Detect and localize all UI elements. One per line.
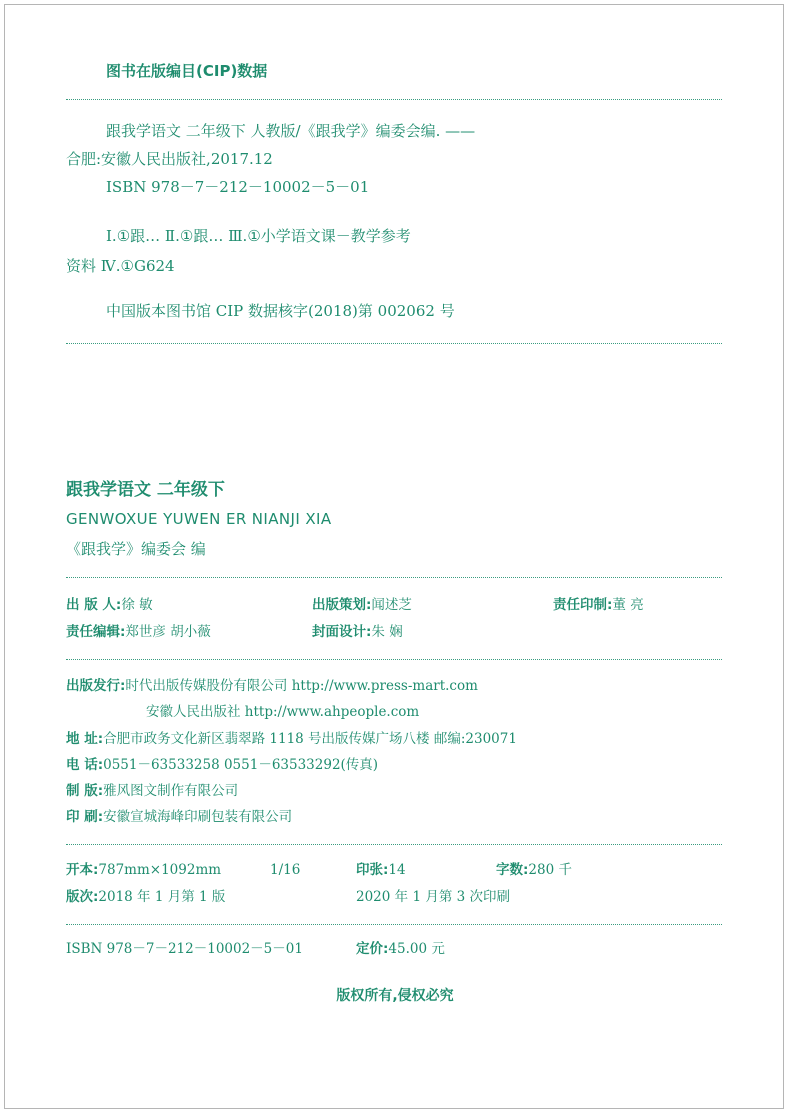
- format-value: 787mm×1092mm: [98, 862, 222, 878]
- divider: [66, 659, 722, 660]
- divider: [66, 343, 722, 344]
- address-label: 地 址:: [66, 731, 104, 747]
- print-manager-line: [553, 599, 644, 613]
- printer-label: 印 刷:: [66, 809, 104, 825]
- planner-label: 出版策划:: [312, 597, 372, 613]
- editor-label: 责任编辑:: [66, 624, 126, 640]
- word-count-label: 字数:: [496, 862, 529, 878]
- cip-line-3: ISBN 978－7－212－10002－5－01: [106, 178, 370, 196]
- printer-value: 安徽宣城海峰印刷包装有限公司: [103, 809, 293, 825]
- copyright-notice: 版权所有,侵权必究: [336, 988, 454, 1004]
- cip-line-2: 合肥:安徽人民出版社,2017.12: [66, 150, 273, 168]
- cover-design-label: 封面设计:: [312, 624, 372, 640]
- printing-value: 2020 年 1 月第 3 次印刷: [356, 889, 510, 905]
- phone-value: 0551－63533258 0551－63533292(传真): [103, 757, 379, 773]
- plate-making-label: 制 版:: [66, 783, 104, 799]
- editor-value: 郑世彦 胡小薇: [125, 624, 211, 640]
- publisher-label: 出 版 人:: [66, 597, 122, 613]
- distributor-line: [66, 680, 478, 694]
- cover-design-value: 朱 娴: [371, 624, 403, 640]
- format-label: 开本:: [66, 862, 99, 878]
- price-label: 定价:: [356, 941, 389, 957]
- divider: [66, 577, 722, 578]
- printer-line: [66, 811, 292, 825]
- address-line: [66, 733, 517, 747]
- divider: [66, 844, 722, 845]
- format-line: [66, 864, 221, 878]
- book-author: 《跟我学》编委会 编: [66, 540, 206, 558]
- phone-line: [66, 759, 378, 773]
- distributor-value: 时代出版传媒股份有限公司 http://www.press-mart.com: [125, 678, 478, 694]
- price-value: 45.00 元: [388, 941, 445, 957]
- sheets-label: 印张:: [356, 862, 389, 878]
- publisher-value: 徐 敏: [121, 597, 153, 613]
- word-count-line: [496, 864, 572, 878]
- cip-line-6: 中国版本图书馆 CIP 数据核字(2018)第 002062 号: [106, 302, 455, 320]
- divider: [66, 924, 722, 925]
- cip-heading: 图书在版编目(CIP)数据: [106, 62, 268, 80]
- cip-line-5: 资料 Ⅳ.①G624: [66, 257, 175, 275]
- editor-line: [66, 626, 211, 640]
- distributor-label: 出版发行:: [66, 678, 126, 694]
- phone-label: 电 话:: [66, 757, 104, 773]
- edition-line: [66, 891, 225, 905]
- address-value: 合肥市政务文化新区翡翠路 1118 号出版传媒广场八楼 邮编:230071: [103, 731, 517, 747]
- plate-making-line: [66, 785, 238, 799]
- word-count-value: 280 千: [528, 862, 572, 878]
- sheets-value: 14: [388, 862, 406, 878]
- book-pinyin: GENWOXUE YUWEN ER NIANJI XIA: [66, 510, 332, 528]
- divider: [66, 99, 722, 100]
- format-fraction: 1/16: [270, 862, 301, 878]
- sheets-line: [356, 864, 406, 878]
- isbn-footer: ISBN 978－7－212－10002－5－01: [66, 941, 303, 957]
- planner-line: [312, 599, 412, 613]
- planner-value: 闻述芝: [371, 597, 412, 613]
- edition-label: 版次:: [66, 889, 99, 905]
- cip-line-4: Ⅰ.①跟… Ⅱ.①跟… Ⅲ.①小学语文课－教学参考: [106, 227, 411, 245]
- edition-value: 2018 年 1 月第 1 版: [98, 889, 226, 905]
- book-title: 跟我学语文 二年级下: [66, 480, 225, 500]
- publisher-line: [66, 599, 153, 613]
- cover-design-line: [312, 626, 403, 640]
- print-manager-value: 董 亮: [612, 597, 644, 613]
- print-manager-label: 责任印制:: [553, 597, 613, 613]
- distributor-line-2: 安徽人民出版社 http://www.ahpeople.com: [146, 704, 420, 720]
- plate-making-value: 雅风图文制作有限公司: [103, 783, 239, 799]
- price-line: [356, 943, 445, 957]
- cip-line-1: 跟我学语文 二年级下 人教版/《跟我学》编委会编. ——: [106, 122, 476, 140]
